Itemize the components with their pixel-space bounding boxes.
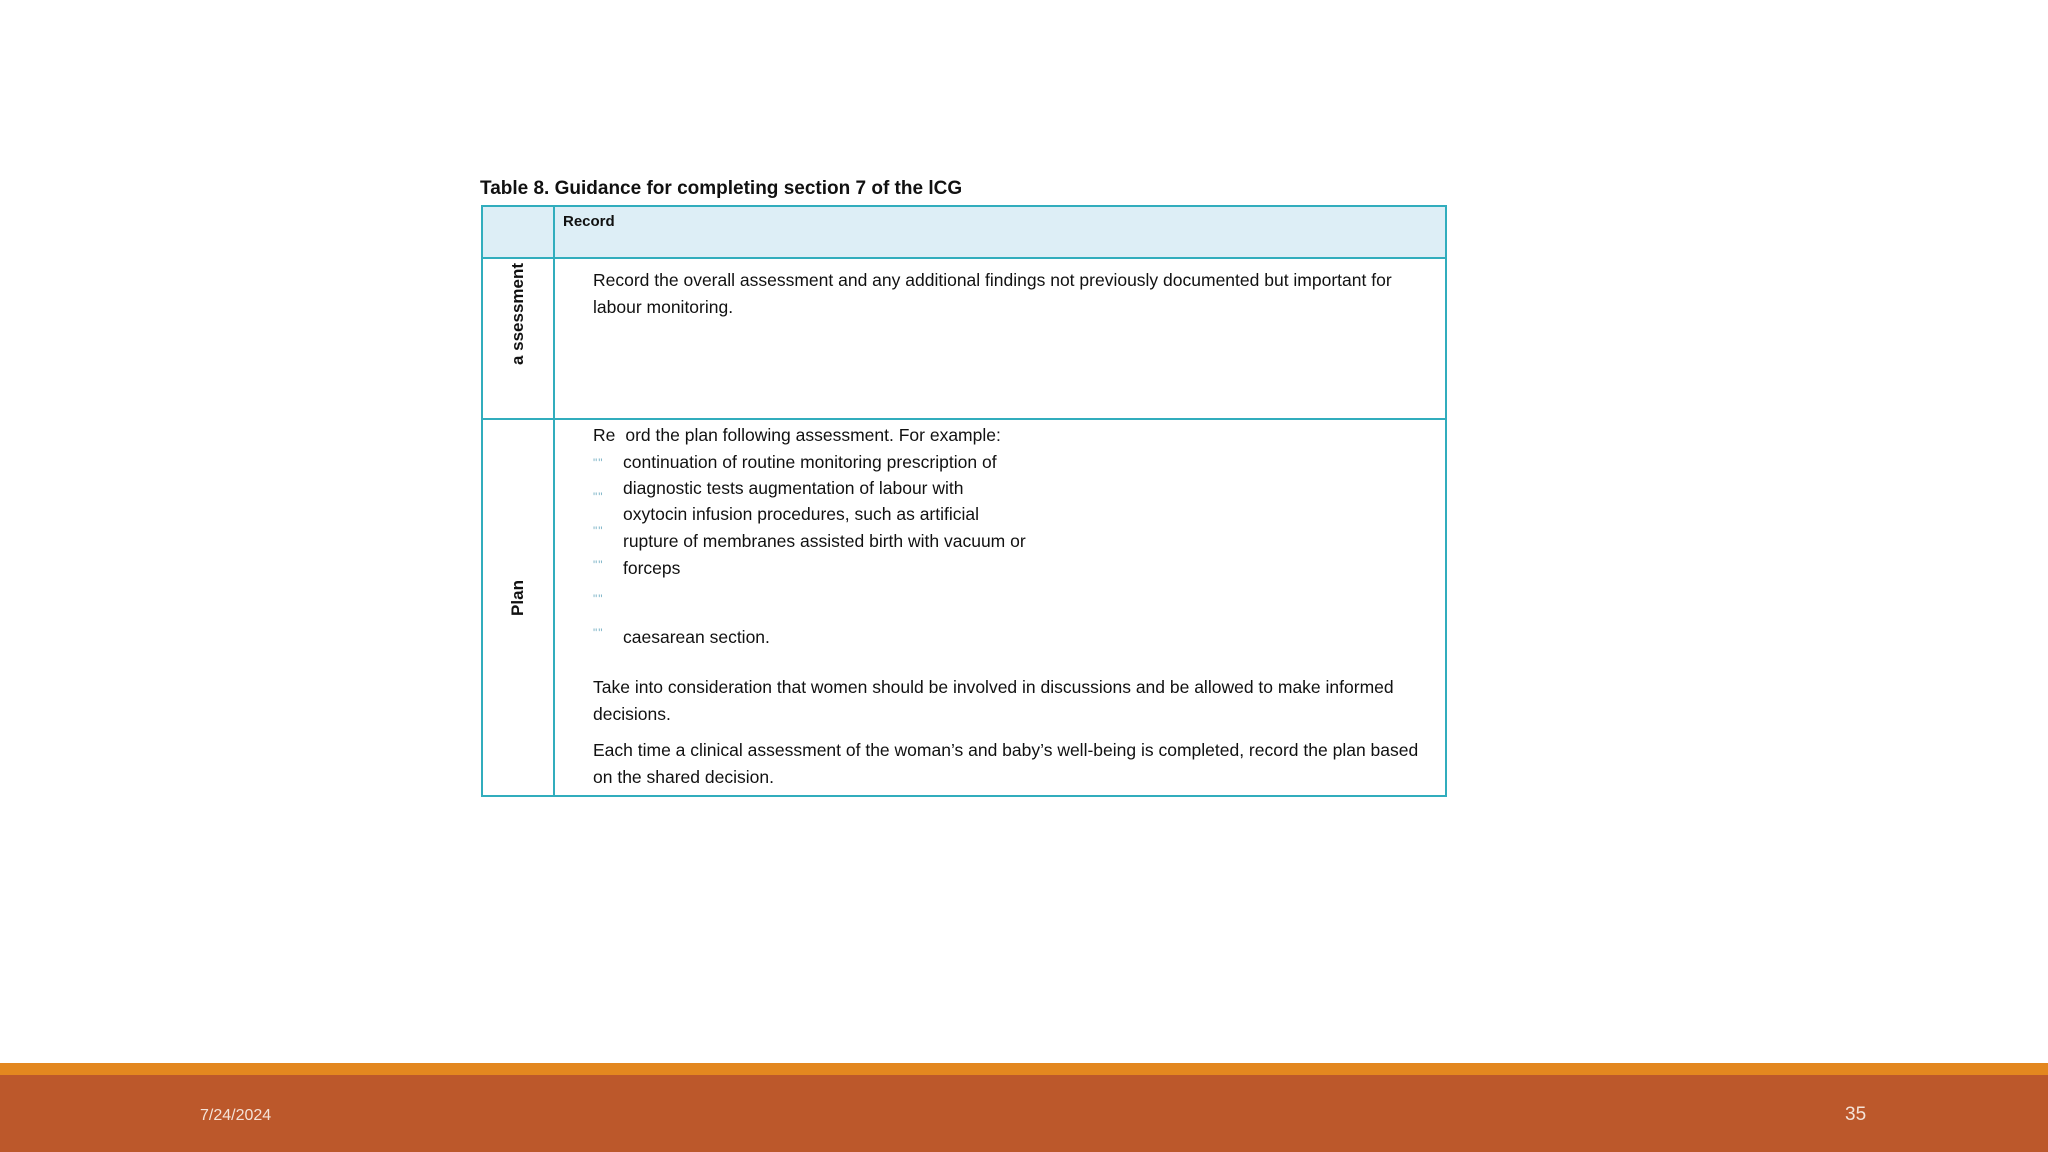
- footer-accent-bar: [0, 1063, 2048, 1075]
- guidance-table: [481, 205, 1447, 797]
- assessment-row: [483, 259, 1445, 420]
- column-divider: [553, 207, 555, 257]
- bullet-glyph: "": [593, 626, 604, 640]
- plan-list-line: oxytocin infusion procedures, such as artificial: [623, 504, 980, 524]
- page-number: 35: [1845, 1104, 1867, 1125]
- footer-date: 7/24/2024: [200, 1107, 272, 1124]
- plan-intro: [593, 422, 1001, 448]
- plan-paragraph-involvement: Take into consideration that women should be involved in discussions and be allowed to make informed decisions.: [593, 677, 1394, 724]
- footer-bar: [0, 1075, 2048, 1152]
- table-caption: Table 8. Guidance for completing section 7 of the lCG: [480, 178, 963, 199]
- plan-list-line: continuation of routine monitoring prescription of: [623, 452, 997, 472]
- bullet-glyph: "": [593, 524, 604, 538]
- header-record-label: Record: [563, 213, 615, 230]
- column-divider: [553, 420, 555, 795]
- bullet-glyph: "": [593, 490, 604, 504]
- plan-side-label: [483, 420, 553, 775]
- bullet-glyph: "": [593, 592, 604, 606]
- plan-list-line: rupture of membranes assisted birth with vacuum or: [623, 531, 1026, 551]
- assessment-text: Record the overall assessment and any additional findings not previously documented but important for labour monitoring.: [593, 270, 1392, 317]
- plan-list-line: forceps: [623, 558, 681, 578]
- plan-paragraph-record: Each time a clinical assessment of the woman’s and baby’s well-being is completed, record the plan based on the shared decision.: [593, 740, 1419, 787]
- plan-list-line: caesarean section.: [623, 627, 770, 647]
- plan-intro-rest: ord the plan following assessment. For example:: [625, 425, 1001, 445]
- assessment-side-label: [483, 259, 553, 369]
- assessment-label-text: a ssessment: [508, 262, 528, 366]
- bullet-glyph: "": [593, 456, 604, 470]
- table-header-row: [483, 207, 1445, 259]
- bullet-glyph: "": [593, 558, 604, 572]
- plan-intro-prefix: Re: [593, 425, 616, 445]
- plan-row: [483, 420, 1445, 795]
- column-divider: [553, 259, 555, 418]
- plan-list-line: diagnostic tests augmentation of labour with: [623, 478, 964, 498]
- plan-label-text: Plan: [508, 579, 527, 616]
